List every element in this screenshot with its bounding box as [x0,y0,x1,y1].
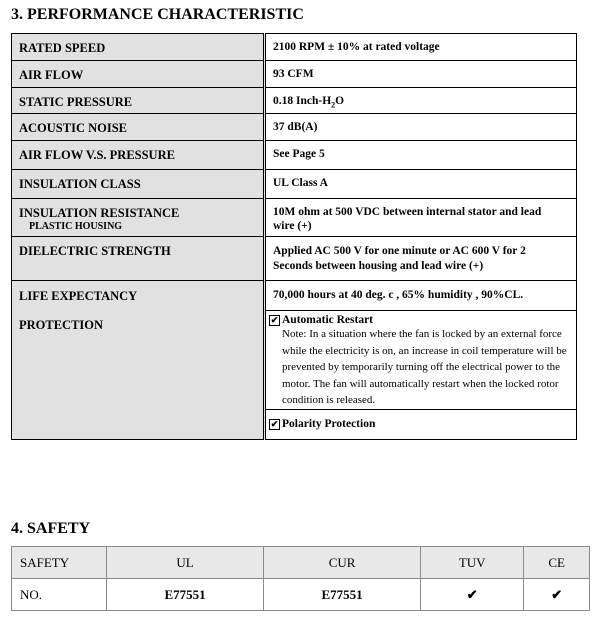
header-tuv: TUV [421,547,524,579]
table-row [12,199,577,237]
header-cur: CUR [264,547,421,579]
table-row [12,61,577,88]
value-air-flow: 93 CFM [265,61,577,88]
auto-restart-title: ✔ Automatic Restart [270,314,374,326]
check-ce-icon: ✔ [524,579,590,611]
cell-ul-number: E77551 [107,579,264,611]
checkbox-checked-icon: ✔ [270,418,279,429]
label-rated-speed: RATED SPEED [12,34,265,61]
table-row [12,141,577,170]
table-row [12,579,590,611]
label-life-expectancy: LIFE EXPECTANCY [12,281,265,311]
table-row [12,281,577,311]
label-air-flow: AIR FLOW [12,61,265,88]
table-row [12,88,577,114]
value-insulation-class: UL Class A [265,170,577,199]
row-label-no: NO. [12,579,107,611]
label-insulation-class: INSULATION CLASS [12,170,265,199]
value-air-flow-vs-pressure: See Page 5 [265,141,577,170]
label-static-pressure: STATIC PRESSURE [12,88,265,114]
label-air-flow-vs-pressure: AIR FLOW V.S. PRESSURE [12,141,265,170]
performance-table [11,33,577,440]
cell-cur-number: E77551 [264,579,421,611]
value-insulation-resistance: 10M ohm at 500 VDC between internal stator and lead wire (+) [265,199,577,237]
table-row [12,34,577,61]
value-protection-polarity: ✔ Polarity Protection [265,409,577,439]
value-dielectric-strength: Applied AC 500 V for one minute or AC 600 V for 2 Seconds between housing and lead wire (+) [265,237,577,281]
header-ul: UL [107,547,264,579]
safety-table [11,546,590,611]
section-heading-performance: 3. PERFORMANCE CHARACTERISTIC [11,6,304,23]
label-acoustic-noise: ACOUSTIC NOISE [12,114,265,141]
auto-restart-note: Note: In a situation where the fan is locked by an external force while the electricity is on, an increase in coil temperature will be prevented by temporarily turning off the electrical power to the motor. The fan will automatically restart when the locked rotor condition is released. [282,328,567,406]
table-row [12,311,577,410]
header-safety: SAFETY [12,547,107,579]
label-insulation-resistance: INSULATION RESISTANCE PLASTIC HOUSING [12,199,265,237]
value-static-pressure: 0.18 Inch-$H_2O$ [265,88,577,114]
value-protection-auto-restart [265,311,577,410]
value-rated-speed: 2100 RPM ± 10% at rated voltage [265,34,577,61]
checkbox-checked-icon: ✔ [270,315,279,325]
table-row [12,237,577,281]
value-life-expectancy: 70,000 hours at 40 deg. c , 65% humidity , 90%CL. [265,281,577,311]
table-row [12,170,577,199]
sublabel-plastic-housing: PLASTIC HOUSING [29,221,123,232]
label-dielectric-strength: DIELECTRIC STRENGTH [12,237,265,281]
header-ce: CE [524,547,590,579]
value-acoustic-noise: 37 dB(A) [265,114,577,141]
table-row [12,547,590,579]
section-heading-safety: 4. SAFETY [11,520,91,537]
table-row [12,114,577,141]
check-tuv-icon: ✔ [421,579,524,611]
label-protection: PROTECTION [12,311,265,440]
